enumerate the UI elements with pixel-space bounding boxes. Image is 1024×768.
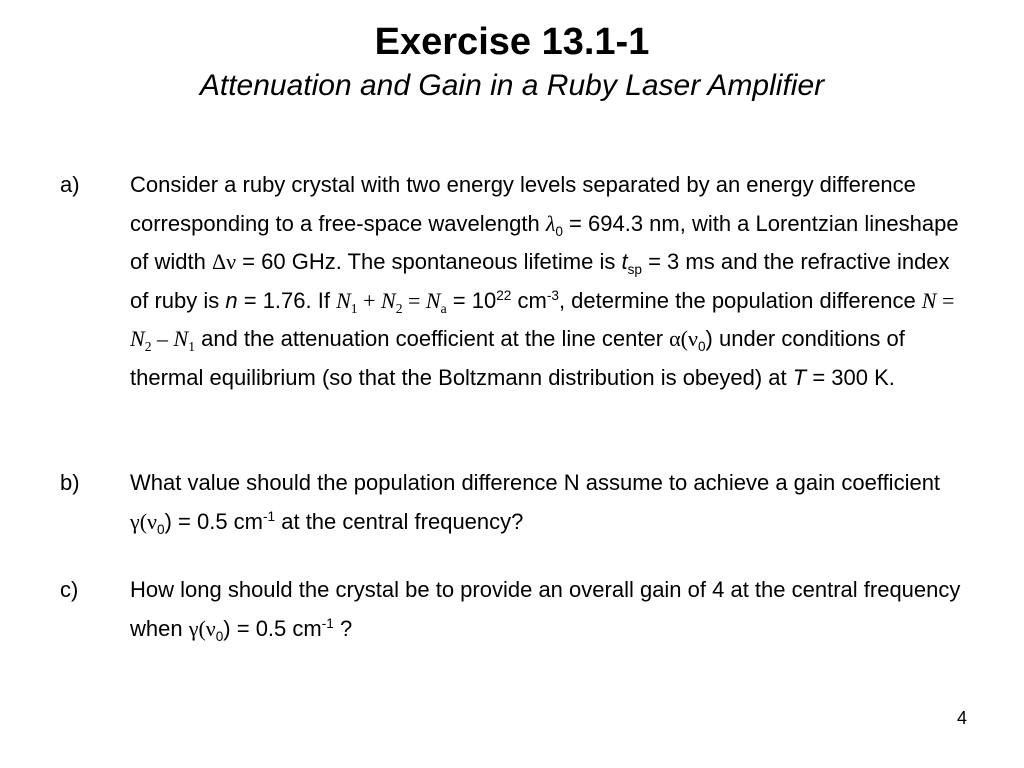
- question-b-label: b): [60, 470, 80, 495]
- question-a-label: a): [60, 172, 80, 197]
- question-a-text: Consider a ruby crystal with two energy levels separated by an energy difference corresponding to a free-space wavelength $\lambda_0 = 694.3$ nm, with a Lorentzian lineshape of width Δν = 60 GHz. The spontaneous lifetime is $t_{sp} = 3$ ms and the refractive index of ruby is n = 1.76. If $N_1 + N_2 = N_a = 10^{22}$ $cm^{-3}$, determine the population difference $N = N_2 - N_1$ and the attenuation coefficient at the line center $\alpha(\nu_0)$ under conditions of thermal equilibrium (so that the Boltzmann distribution is obeyed) at T = 300 K.: [130, 172, 959, 390]
- page-number: 4: [956, 708, 967, 728]
- question-c-label: c): [60, 577, 79, 602]
- exercise-subtitle: Attenuation and Gain in a Ruby Laser Amplifier: [199, 69, 825, 102]
- question-b-text: What value should the population difference N assume to achieve a gain coefficient $\gamma(\nu_0) = 0.5$ $cm^{-1}$ at the central frequency?: [130, 470, 941, 537]
- question-c-text: How long should the crystal be to provide an overall gain of 4 at the central frequency when $\gamma(\nu_0) = 0.5$ $cm^{-1}$ ?: [130, 577, 961, 644]
- exercise-title: Exercise 13.1-1: [374, 21, 650, 63]
